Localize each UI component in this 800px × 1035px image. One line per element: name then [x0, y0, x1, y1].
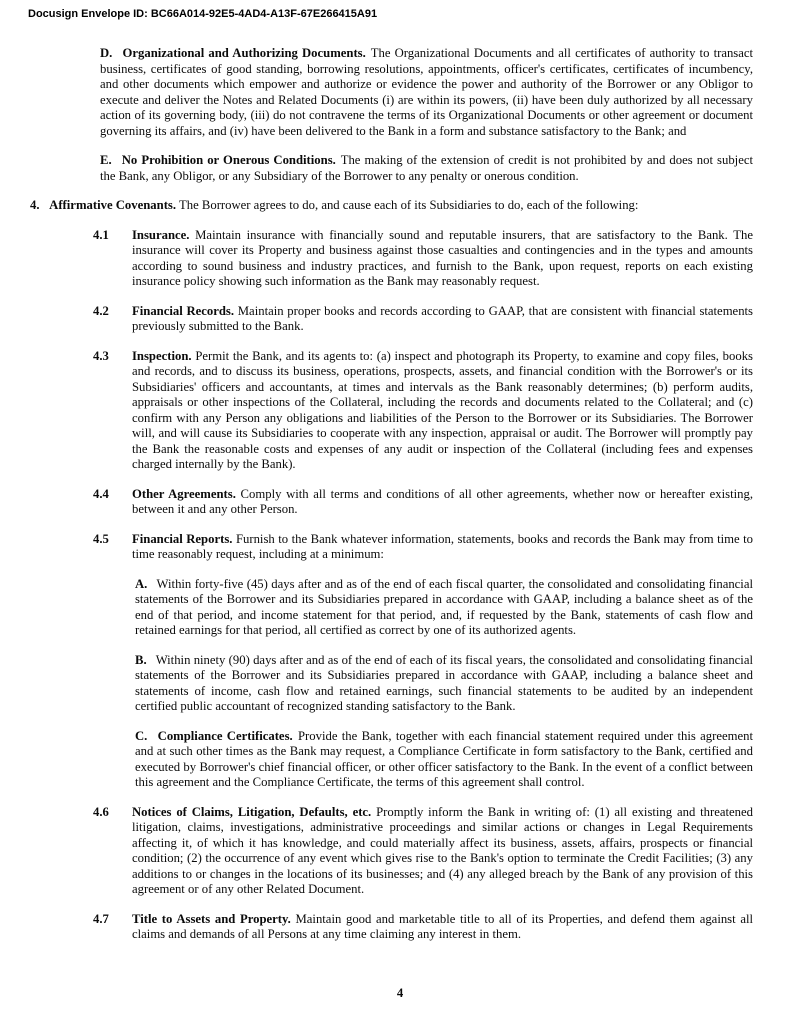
paragraph-d — [100, 46, 753, 139]
page-number: 4 — [396, 986, 404, 1000]
section-4-text: The Borrower agrees to do, and cause each of its Subsidiaries to do, each of the following: — [178, 198, 639, 212]
subsection-4-7 — [93, 911, 753, 943]
subsection-4-1 — [93, 227, 754, 290]
document-content — [0, 46, 800, 957]
subitem-c — [135, 729, 753, 791]
subsection-4-5 — [93, 531, 753, 563]
subsection-4-5-title: Financial Reports. — [132, 531, 233, 546]
paragraph-e-title: No Prohibition or Onerous Conditions. — [121, 153, 336, 167]
paragraph-d-label: D. — [100, 46, 113, 60]
subsection-4-6 — [93, 804, 753, 898]
subsection-4-5-number: 4.5 — [93, 531, 109, 546]
subsection-4-4 — [93, 486, 754, 518]
section-4-title: Affirmative Covenants. — [49, 198, 177, 212]
subitem-c-title: Compliance Certificates. — [157, 728, 293, 743]
subitem-a-text: Within forty-five (45) days after and as of the end of each fiscal quarter, the consolidated and consolidating financial statements of the Borrower and its Subsidiaries prepared in accordance with GAAP, including a balance sheet as of the end of that period, and income statement for that period, and, if requested by the Bank, statements of cash flow and retained earnings for that period, all certified as correct by one of its authorized agents. — [135, 576, 753, 637]
subsection-4-6-number: 4.6 — [93, 804, 109, 819]
paragraph-d-title: Organizational and Authorizing Documents. — [122, 46, 366, 60]
paragraph-d-text: The Organizational Documents and all certificates of authority to transact business, certificates of good standing, borrowing resolutions, appointments, officer's certificates, certificates of incumbency, and other documents which empower and authorize or evidence the power and authority of the Borrower or any Obligor to execute and deliver the Notes and Related Documents (i) are within its powers, (ii) have been duly authorized by all necessary action of its governing body, (iii) do not contravene the terms of its Organizational Documents or other agreement or document governing its affairs, and (iv) have been delivered to the Bank in a form and substance satisfactory to the Bank; and — [100, 46, 754, 138]
subsection-4-2 — [93, 303, 753, 335]
subsection-4-3-number: 4.3 — [93, 348, 109, 363]
paragraph-e-label: E. — [100, 153, 112, 167]
subsection-4-3 — [93, 348, 753, 473]
subsection-4-6-title: Notices of Claims, Litigation, Defaults, etc. — [132, 804, 372, 819]
subsection-4-2-text: Maintain proper books and records according to GAAP, that are consistent with financial statements previously submitted to the Bank. — [132, 303, 753, 333]
subsection-4-5-text: Furnish to the Bank whatever information, statements, books and records the Bank may from time to time reasonably request, including at a minimum: — [132, 531, 753, 561]
subsection-4-1-number: 4.1 — [93, 227, 109, 242]
subitem-b — [135, 653, 753, 715]
subsection-4-6-text: Promptly inform the Bank in writing of: (1) all existing and threatened litigation, claims, investigations, administrative proceedings and similar actions or changes in Legal Requirements affecting it, of which it has knowledge, and could materially affect its business, assets, affairs, prospects or financial condition; (2) the occurrence of any event which gives rise to the Bank's option to terminate the Credit Facilities; (3) any additions to or changes in the locations of its businesses; and (4) any alleged breach by the Bank of any provision of this agreement or of any other Related Document. — [132, 804, 753, 896]
section-4-heading — [30, 198, 753, 214]
subitem-a — [135, 577, 753, 639]
subsection-4-7-text: Maintain good and marketable title to all of its Properties, and defend them against all claims and demands of all Persons at any time claiming any interest in them. — [132, 911, 753, 941]
subitem-b-text: Within ninety (90) days after and as of the end of each of its fiscal years, the consolidated and consolidating financial statements of the Borrower and its Subsidiaries prepared in accordance with GAAP, including a balance sheet and statements of income, cash flow and retained earnings, such financial statements to be audited by an independent certified public accountant of recognized standing satisfactory to the Bank. — [135, 652, 753, 713]
subitem-b-label: B. — [135, 652, 147, 667]
subsection-4-2-number: 4.2 — [93, 303, 109, 318]
docusign-envelope-id: Docusign Envelope ID: BC66A014-92E5-4AD4-A13F-67E266415A91 — [28, 8, 378, 20]
subsection-4-3-title: Inspection. — [132, 348, 192, 363]
subsection-4-4-text: Comply with all terms and conditions of all other agreements, whether now or hereafter existing, between it and any other Person. — [132, 486, 754, 516]
paragraph-e — [100, 153, 753, 184]
paragraph-e-text: The making of the extension of credit is not prohibited by and does not subject the Bank, any Obligor, or any Subsidiary of the Borrower to any penalty or onerous condition. — [100, 153, 753, 183]
subsection-4-2-title: Financial Records. — [132, 303, 235, 318]
subsection-4-4-title: Other Agreements. — [132, 486, 236, 501]
subitem-c-text: Provide the Bank, together with each financial statement required under this agreement and at such other times as the Bank may request, a Compliance Certificate in form satisfactory to the Bank, certified and executed by Borrower's chief financial officer, or other officer satisfactory to the Bank. In the event of a conflict between this agreement and the Compliance Certificate, the terms of this agreement shall control. — [135, 728, 754, 789]
subsection-4-1-title: Insurance. — [132, 227, 190, 242]
subsection-4-4-number: 4.4 — [93, 486, 109, 501]
subsection-4-7-number: 4.7 — [93, 911, 109, 926]
section-4-number: 4. — [30, 198, 40, 212]
subsection-4-3-text: Permit the Bank, and its agents to: (a) inspect and photograph its Property, to examine and copy files, books and records, and to discuss its business, operations, prospects, assets, and financial condition with the Borrower's or its Subsidiaries' officers and accountants, at times and intervals as the Bank reasonably determines; (b) perform audits, appraisals or other inspections of the Collateral, including the records and documents related to the Collateral; and (c) confirm with any Person any obligations and liabilities of the Person to the Borrower or its Subsidiaries. The Borrower will, and will cause its Subsidiaries to cooperate with any inspection, appraisal or audit. The Borrower will promptly pay the Bank the reasonable costs and expenses of any audit or inspection of the Collateral (including fees and expenses charged internally by the Bank). — [132, 348, 753, 471]
subitem-c-label: C. — [135, 728, 148, 743]
subitem-a-label: A. — [135, 576, 148, 591]
subsection-4-1-text: Maintain insurance with financially sound and reputable insurers, that are satisfactory to the Bank. The insurance will cover its Property and business against those casualties and contingencies and in the types and amounts according to sound business and industry practices, and furnish to the Bank, upon request, reports on each existing insurance policy showing such information as the Bank may reasonably request. — [132, 227, 754, 288]
subsection-4-7-title: Title to Assets and Property. — [132, 911, 291, 926]
